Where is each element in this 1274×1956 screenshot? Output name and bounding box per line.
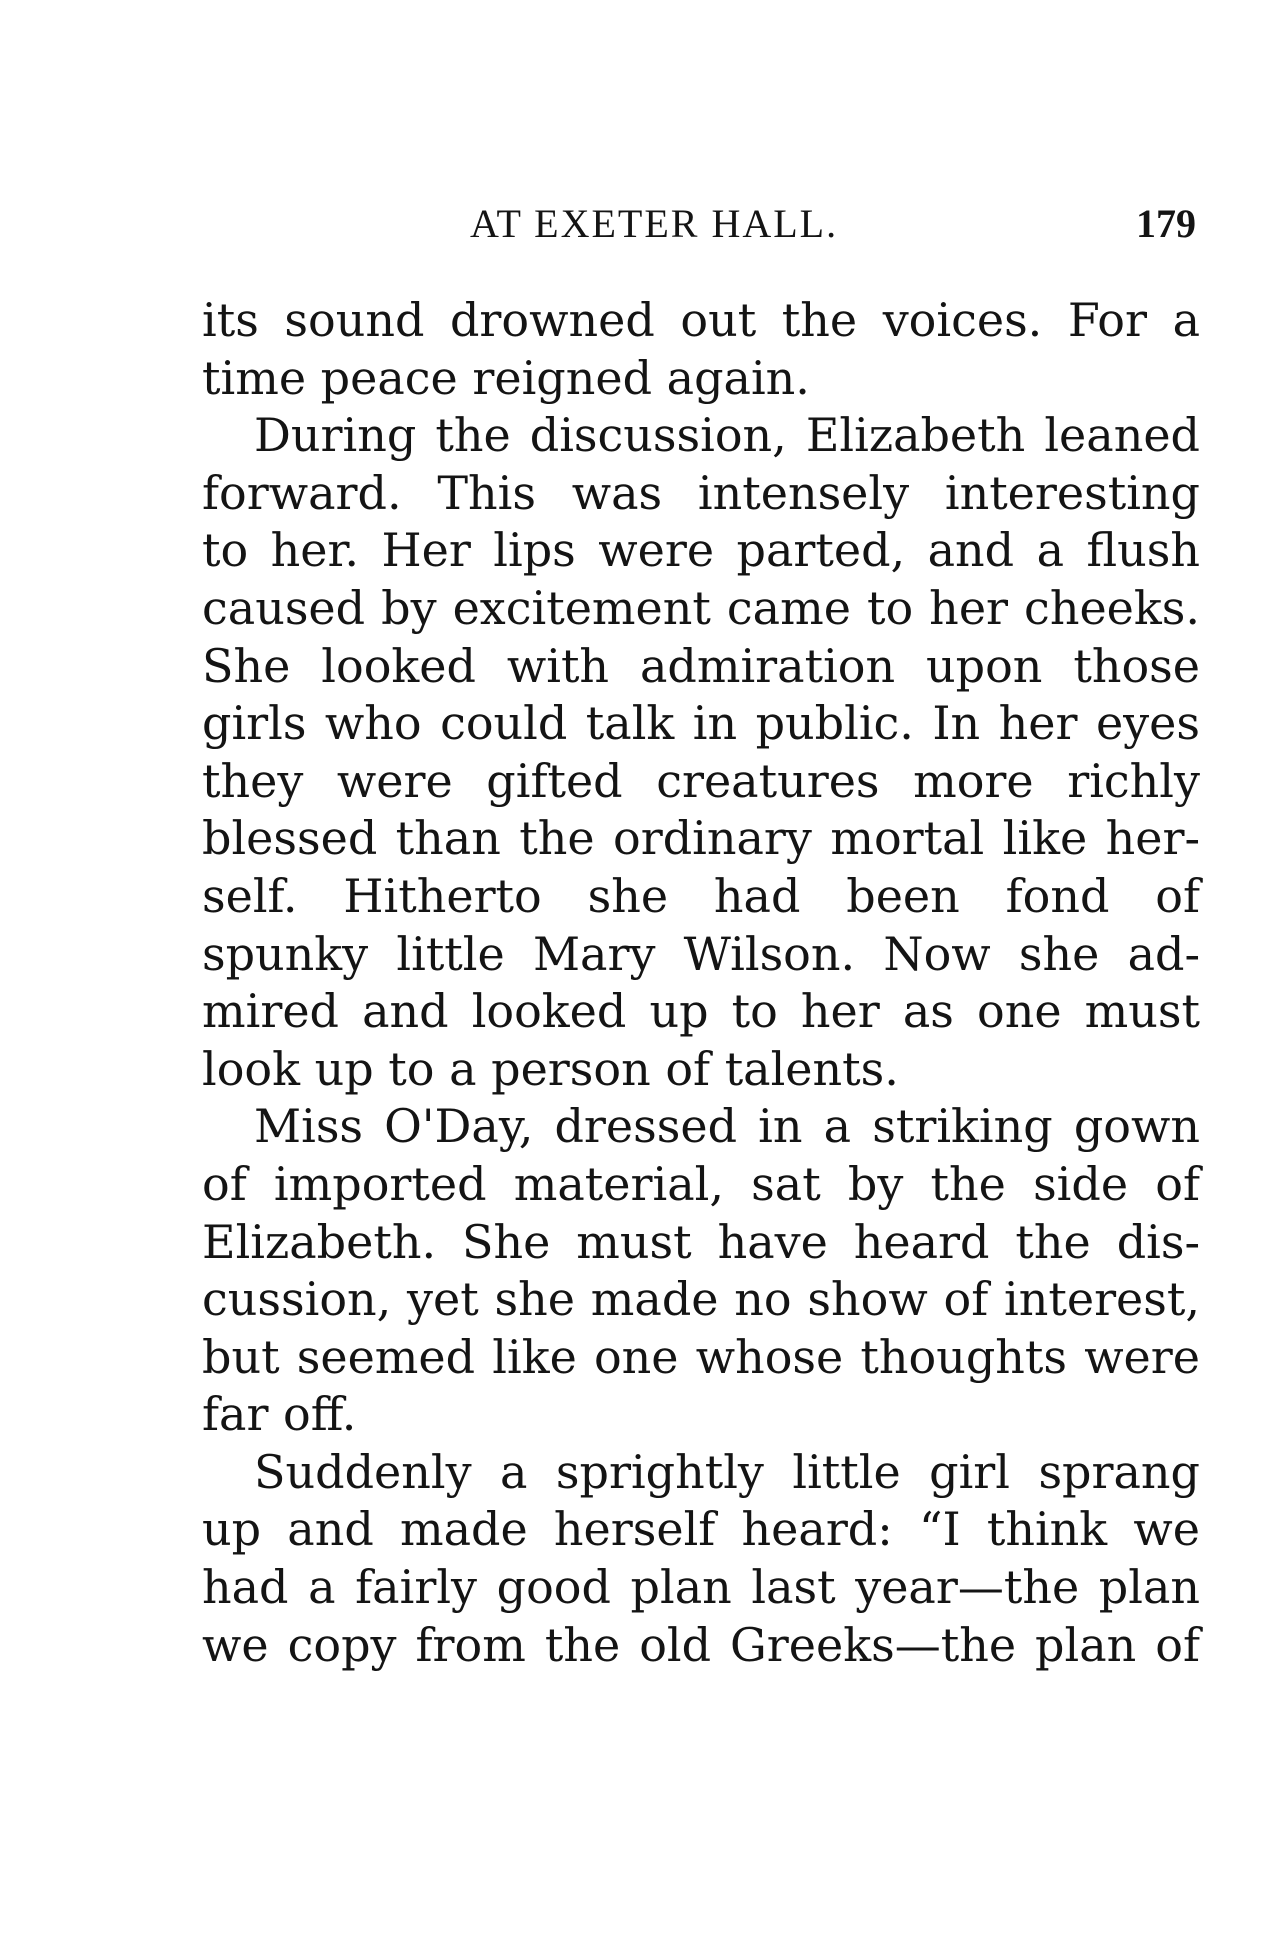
text-line: blessed than the ordinary mortal like her- [202, 811, 1200, 866]
text-line: During the discussion, Elizabeth leaned [254, 408, 1200, 463]
text-line: girls who could talk in public. In her eyes [202, 696, 1200, 751]
text-line: to her. Her lips were parted, and a flush [202, 523, 1200, 578]
text-line: Elizabeth. She must have heard the dis- [202, 1214, 1200, 1269]
text-line: time peace reigned again. [202, 350, 810, 405]
text-line: spunky little Mary Wilson. Now she ad- [202, 926, 1200, 981]
text-line: but seemed like one whose thoughts were [202, 1329, 1200, 1384]
text-line: we copy from the old Greeks—the plan of [202, 1617, 1200, 1672]
body-text [202, 292, 1200, 1674]
text-line: they were gifted creatures more richly [202, 753, 1200, 808]
text-line: self. Hitherto she had been fond of [202, 868, 1200, 923]
text-line: far off. [202, 1387, 357, 1442]
running-head [470, 200, 1196, 260]
text-line: of imported material, sat by the side of [202, 1156, 1200, 1211]
text-line: cussion, yet she made no show of interest, [202, 1272, 1200, 1327]
text-line: She looked with admiration upon those [202, 638, 1200, 693]
page-number: 179 [1136, 201, 1196, 246]
running-title: AT EXETER HALL. [470, 201, 839, 246]
text-line: forward. This was intensely interesting [202, 465, 1200, 520]
text-line: look up to a person of talents. [202, 1041, 899, 1096]
text-line: up and made herself heard: “I think we [202, 1502, 1200, 1557]
text-line: caused by excitement came to her cheeks. [202, 580, 1200, 635]
text-line: Miss O'Day, dressed in a striking gown [254, 1099, 1200, 1154]
text-line: Suddenly a sprightly little girl sprang [254, 1444, 1200, 1499]
text-line: mired and looked up to her as one must [202, 984, 1200, 1039]
text-line: its sound drowned out the voices. For a [202, 293, 1200, 347]
text-line: had a fairly good plan last year—the plan [202, 1560, 1200, 1615]
